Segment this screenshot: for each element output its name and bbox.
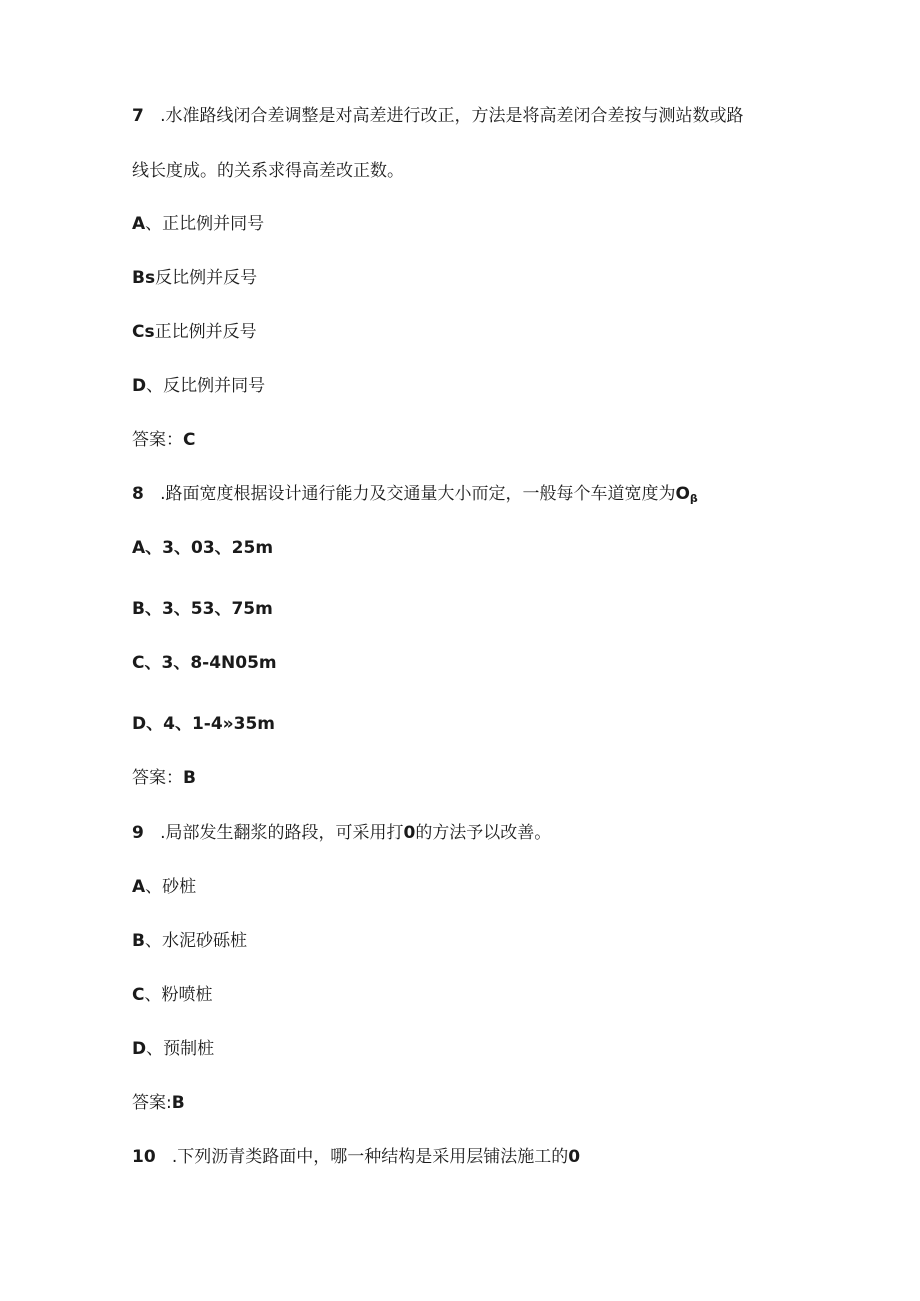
question-8-option-a — [132, 537, 273, 559]
question-9-option-c — [132, 984, 212, 1006]
option-text: 正比例并同号 — [162, 214, 265, 234]
question-text: .路面宽度根据设计通行能力及交通量大小而定，一般每个车道宽度为 — [160, 484, 676, 504]
question-7-stem-line1 — [132, 105, 743, 127]
question-text: .局部发生翻浆的路段，可采用打 — [160, 823, 404, 843]
question-9-option-b — [132, 930, 247, 952]
option-text: 正比例并反号 — [154, 322, 257, 342]
option-letter: Cs — [132, 322, 155, 342]
option-sep: 、 — [146, 1039, 164, 1059]
question-7-stem-line2: 线长度成。的关系求得高差改正数。 — [132, 161, 404, 181]
question-blank: 0 — [403, 823, 416, 843]
option-sep: 、 — [144, 985, 162, 1005]
option-letter: A — [132, 214, 146, 234]
option-letter: A — [132, 877, 146, 897]
option-sep: 、 — [144, 653, 162, 673]
option-letter: D — [132, 1039, 147, 1059]
option-text: 反比例并同号 — [163, 376, 266, 396]
option-letter: D — [132, 714, 147, 734]
option-text: 反比例并反号 — [155, 268, 258, 288]
option-text: 预制桩 — [163, 1039, 215, 1059]
answer-label: 答案： — [132, 768, 183, 788]
option-text: 4、1-4»35m — [163, 714, 276, 734]
question-8-option-d — [132, 713, 275, 735]
option-sep: 、 — [145, 877, 163, 897]
question-text: .水准路线闭合差调整是对高差进行改正，方法是将高差闭合差按与测站数或路 — [160, 106, 744, 126]
question-8-stem — [132, 483, 698, 510]
question-7-answer — [132, 429, 195, 451]
option-letter: B — [132, 931, 145, 951]
answer-value: C — [183, 430, 196, 450]
option-sep: 、 — [146, 714, 164, 734]
question-tail-sub: β — [689, 492, 698, 505]
option-text: 3、8-4N05m — [161, 653, 277, 673]
option-letter: C — [132, 653, 145, 673]
question-7-option-d — [132, 375, 265, 397]
option-sep: 、 — [145, 214, 163, 234]
option-sep: 、 — [144, 931, 162, 951]
answer-label: 答案： — [132, 430, 183, 450]
option-letter: Bs — [132, 268, 156, 288]
question-7-option-a — [132, 213, 264, 235]
option-text: 3、53、75m — [161, 599, 273, 619]
option-letter: A — [132, 538, 146, 558]
option-text: 砂桩 — [162, 877, 197, 897]
option-letter: D — [132, 376, 147, 396]
option-sep: 、 — [144, 599, 162, 619]
answer-label: 答案: — [132, 1093, 172, 1113]
question-number: 9 — [132, 823, 144, 843]
option-text: 粉喷桩 — [161, 985, 213, 1005]
question-7-option-b — [132, 267, 257, 289]
question-8-option-b — [132, 598, 273, 620]
question-7-option-c — [132, 321, 257, 343]
option-sep: 、 — [145, 538, 163, 558]
option-text: 3、03、25m — [162, 538, 274, 558]
question-8-option-c — [132, 652, 277, 674]
answer-value: B — [171, 1093, 185, 1113]
option-sep: 、 — [146, 376, 164, 396]
question-9-option-a — [132, 876, 196, 898]
question-8-answer — [132, 767, 196, 789]
option-letter: C — [132, 985, 145, 1005]
option-text: 水泥砂砾桩 — [161, 931, 247, 951]
question-9-option-d — [132, 1038, 214, 1060]
question-number: 7 — [132, 106, 144, 126]
question-9-stem — [132, 822, 551, 844]
question-number: 10 — [132, 1147, 156, 1167]
question-10-stem — [132, 1146, 580, 1168]
option-letter: B — [132, 599, 145, 619]
question-text-rest: 的方法予以改善。 — [415, 823, 552, 843]
answer-value: B — [183, 768, 196, 788]
question-tail: O — [675, 484, 690, 504]
question-number: 8 — [132, 484, 144, 504]
question-text: .下列沥青类路面中，哪一种结构是采用层铺法施工的 — [171, 1147, 569, 1167]
question-blank: 0 — [568, 1147, 581, 1167]
question-9-answer — [132, 1092, 185, 1114]
